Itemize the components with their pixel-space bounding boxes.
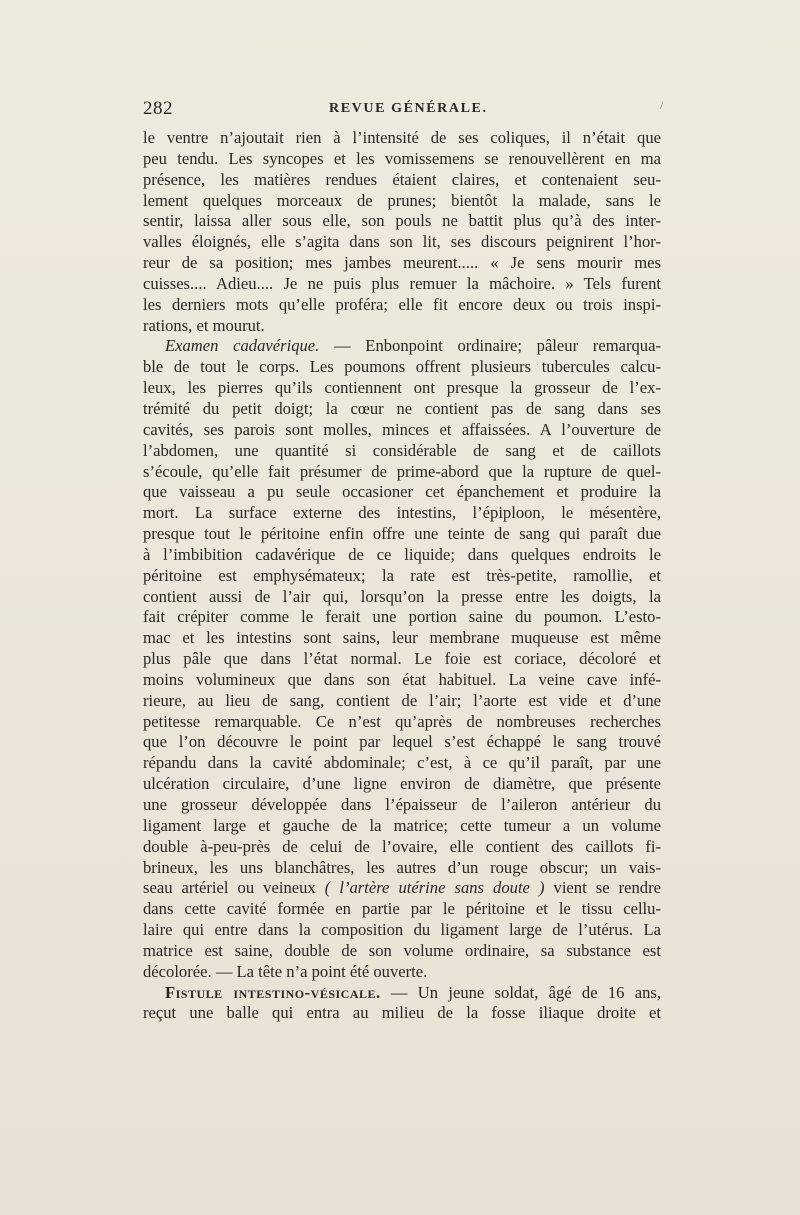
- text-line: peu tendu. Les syncopes et les vomissemens se renouvellèrent en ma: [143, 148, 661, 168]
- vein-line-italic: ( l’artère utérine sans doute ): [324, 878, 545, 898]
- text-line: reur de sa position; mes jambes meurent..... « Je sens mourir mes: [143, 253, 661, 273]
- text-line: que vaisseau a pu seule occasioner cet épanchement et produire la: [143, 482, 661, 502]
- text-line: péritoine est emphysémateux; la rate est très-petite, ramollie, et: [143, 565, 661, 585]
- text-line: que l’on découvre le point par lequel s’est échappé le sang trouvé: [143, 732, 661, 752]
- text-line: presque tout le péritoine enfin offre une teinte de sang qui paraît due: [143, 524, 661, 544]
- margin-mark: /: [660, 98, 664, 112]
- text-line: trémité du petit doigt; la cœur ne contient pas de sang dans ses: [143, 398, 661, 418]
- section-lead-italic: Examen cadavérique.: [165, 336, 320, 356]
- text-line: l’abdomen, une quantité si considérable de sang et de caillots: [143, 440, 661, 460]
- text-line: laire qui entre dans la composition du ligament large de l’utérus. La: [143, 920, 661, 940]
- text-line: valles éloignés, elle s’agita dans son lit, ses discours peignirent l’hor-: [143, 232, 661, 252]
- section-lead-caps: Fistule intestino-vésicale.: [165, 982, 381, 1002]
- text-line: à l’imbibition cadavérique de ce liquide; dans quelques endroits le: [143, 544, 661, 564]
- text-line: contient aussi de l’air qui, lorsqu’on la presse entre les doigts, la: [143, 586, 661, 606]
- text-line: présence, les matières rendues étaient claires, et contenaient seu-: [143, 169, 661, 189]
- section-lead-rest: — Un jeune soldat, âgé de 16 ans,: [380, 982, 661, 1002]
- text-line: ble de tout le corps. Les poumons offrent plusieurs tubercules calcu-: [143, 357, 661, 377]
- text-line: une grosseur développée dans l’épaisseur de l’aileron antérieur du: [143, 795, 661, 814]
- text-line: s’écoule, qu’elle fait présumer de prime-abord que la rupture de quel-: [143, 461, 661, 481]
- text-line: rieure, au lieu de sang, contient de l’air; l’aorte est vide et d’une: [143, 690, 661, 710]
- text-line: brineux, les uns blanchâtres, les autres d’un rouge obscur; un vais-: [143, 857, 661, 877]
- text-line: le ventre n’ajoutait rien à l’intensité de ses coliques, il n’était que: [143, 128, 661, 147]
- text-line: reçut une balle qui entra au milieu de la fosse iliaque droite et: [143, 1003, 661, 1023]
- vein-line-after: vient se rendre: [544, 878, 661, 898]
- text-line: mac et les intestins sont sains, leur membrane muqueuse est même: [143, 628, 661, 648]
- text-line: cuisses.... Adieu.... Je ne puis plus remuer la mâchoire. » Tels furent: [143, 273, 661, 293]
- text-line: répandu dans la cavité abdominale; c’est, à ce qu’il paraît, par une: [143, 753, 661, 773]
- text-line: rations, et mourut.: [143, 315, 265, 335]
- text-line: dans cette cavité formée en partie par le péritoine et le tissu cellu-: [143, 899, 661, 919]
- paragraph-autopsy: [143, 336, 661, 982]
- paragraph-end-of-account: [143, 128, 661, 336]
- page-header: [143, 98, 663, 124]
- text-line: fait crépiter comme le ferait une portion saine du poumon. L’esto-: [143, 607, 661, 627]
- text-line: double à-peu-près de celui de l’ovaire, elle contient des caillots fi-: [143, 836, 661, 856]
- text-line: moins volumineux que dans son état habituel. La veine cave infé-: [143, 669, 661, 689]
- text-line: sentir, laissa aller sous elle, son pouls ne battit plus qu’à des inter-: [143, 211, 661, 231]
- text-line-first: [143, 336, 661, 357]
- text-line: petitesse remarquable. Ce n’est qu’après de nombreuses recherches: [143, 711, 661, 731]
- text-line: cavités, ses parois sont molles, minces et affaissées. A l’ouverture de: [143, 419, 661, 439]
- text-line: plus pâle que dans l’état normal. Le foie est coriace, décoloré et: [143, 649, 661, 669]
- text-line: les derniers mots qu’elle proféra; elle fit encore deux ou trois inspi-: [143, 294, 661, 314]
- vein-line-before: seau artériel ou veineux: [143, 878, 325, 898]
- text-line: lement quelques morceaux de prunes; bientôt la malade, sans le: [143, 190, 661, 210]
- body-text: [143, 128, 661, 1024]
- section-lead-rest: — Enbonpoint ordinaire; pâleur remarqua-: [319, 336, 661, 356]
- text-line-first: [143, 983, 661, 1004]
- text-line: ligament large et gauche de la matrice; cette tumeur a un volume: [143, 815, 661, 835]
- text-line: mort. La surface externe des intestins, l’épiploon, le mésentère,: [143, 503, 661, 523]
- text-line: leux, les pierres qu’ils contiennent ont presque la grosseur de l’ex-: [143, 378, 661, 398]
- text-line: ulcération circulaire, d’une ligne environ de diamètre, que présente: [143, 774, 661, 794]
- paragraph-fistula: [143, 983, 661, 1025]
- page-number: 282: [143, 98, 173, 119]
- running-head: REVUE GÉNÉRALE.: [329, 101, 488, 116]
- text-line: matrice est saine, double de son volume ordinaire, sa substance est: [143, 940, 661, 960]
- text-line: décolorée. — La tête n’a point été ouverte.: [143, 961, 428, 981]
- text-line-with-italic: [143, 878, 661, 899]
